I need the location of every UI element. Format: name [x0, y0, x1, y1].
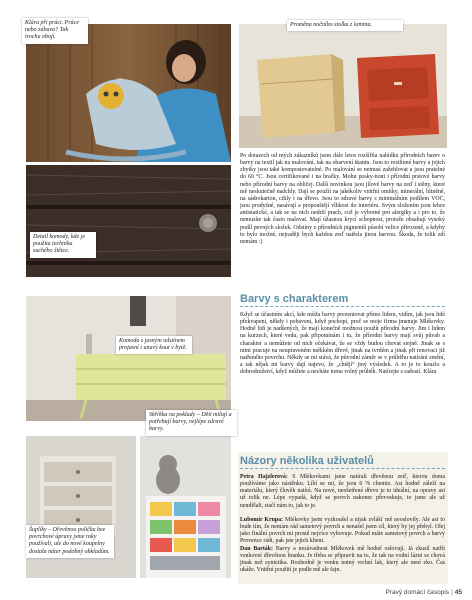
article-intro: Po dotazech od mých zákazníků jsem dále letos rozšířila nabídku přírodních barev o barvy na textil jak na malování, tak na obarvení tkanin. Jsou to rostlinné barvy a jejich zbytky jsou také kompostovatelné. Po malování se nemusí zažehlovat a jsou pratelné do 60 °C. Jsou certifikované i na hračky. Mohu posky-nout i přírodní prstové barvy nebo přírodní barvy na obličej. Další novinkou jsou jílové barvy na zeď i stěny, které mě neskutečně nadchly. Dají se použít na jakékoliv vnitřní omítky, minerální, hliněné, na sádrokarton, cihly i na dřevo. Jsou to zdravé barvy s minimálním podílem VOC, jsou prodyšné, nasávají a propouštějí vlhkost do interiéru. Svým složením jsou lehce antistatické, a tak se na nich nedrží prach, což je výborné pro alergiky a i pro to, že nemusíte tak často malovat. Mají úžasnou krycí schopnost, protože obsahují vysoký podíl pevných složek. Odstíny z přírodních pigmentů působí velice přirozeně, a kdyby to bylo možné, nejraději bych každou zeď natřela jinou barvou. Škoda, že tolik zdí nemám :)	[240, 153, 445, 245]
photo-clara-painting	[26, 24, 231, 162]
photo-nightstand	[239, 24, 447, 148]
photo-dresser-green	[26, 296, 231, 421]
caption-nightstand: Proměna nočního stolku z lamina.	[287, 20, 403, 31]
page-footer	[385, 589, 462, 596]
opinion-dan	[240, 546, 445, 575]
opinion-petra-name: Petra Hajzlerová:	[240, 474, 288, 480]
opinion-dan-text: Barvy a nezávadnost Mlékovek mě hodně oslovují. Já zkusil natřít venkovní dřevěnou branku. Je třeba se připravit na to, že tak na vodní lázni se chová jinak než syntetika. Rozhodně je venku nutný vrchní lak, který ale není eko. Čas ukáže. Vnitřní použití je podle mě ale fajn.	[240, 546, 445, 574]
caption-dresser-green: Komoda s jasným odstínem projasní i unavý kout v bytě.	[116, 336, 192, 354]
opinion-lubomir-text: Mlékovky jsem vyzkoušel a nijak zvlášť mě neoslovily. Ale asi to bude tím, že nemám rád sametový povrch a nenašel jsem cíl, který by jej přebyl. Olej jako finální povrch mi prostě nejvíce vyhovuje. Pokud máte sametový povrch a barvy Provence rádi, pak jste jejich klient.	[240, 517, 445, 545]
caption-dresser-detail: Detail komody, kde je použita technika suchého štětce.	[30, 232, 96, 258]
photo-boxes	[140, 436, 231, 578]
footer-magazine: Pravý domácí časopis	[385, 589, 450, 596]
opinion-lubomir-name: Lubomír Krupa:	[240, 517, 284, 523]
opinion-lubomir	[240, 517, 445, 546]
heading-nazory: Názory několika uživatelů	[240, 455, 445, 469]
heading-barvy-s-charakterem: Barvy s charakterem	[240, 293, 445, 307]
footer-separator: |	[451, 589, 453, 596]
opinion-dan-name: Dan Barták:	[240, 546, 273, 552]
caption-shelf: Šuplíky – Dřevěnou poličku bez povrchové úpravy jsme roky používali, ale do nové koupelny dostala náter podobný obkladům.	[26, 525, 114, 558]
caption-clara: Klára při práci. Práce nebo zábava? Tak trochu obojí.	[22, 18, 88, 44]
page-number: 45	[454, 589, 462, 596]
photo-dresser-detail	[26, 165, 231, 277]
opinion-petra-text: S Mlékovkami jsme natírali dřevěnou zeď, kterou doma používáme jako nástěnku. Líbí se mi, že jsou 0 % chemie. Asi hodně záleží na materiálu, který člověk natírá. Na nové, neošetřené dřevo je to ideální, na opravy asi už tolik ne. Lépe vypadá, když se povrch nakonec převoskuje, to jsme ale už neudělali, stačí nám to, jak to je.	[240, 474, 445, 509]
article-section1: Když se účastním akcí, kde můžu barvy prezentovat přímo lidem, vidím, jak jsou lidé překvapení, někdy i pobavení, když pochopí, proč se moje firma jmenuje Mlékovky. Hodně lidí je nadšených, že mají konečně možnost použít přírodní barvy. Jim i lidem na kurzech, které vedu, pak připomínám i tu, že přírodní barvy mají svůj půvab a charakter a nemůžete od nich očekávat, že se vždy budou chovat stejně. Jinak se s nimi pracuje na neupraveném měkkém dřevě, jinak na tvrdém a jinak při renovaci již natřeného povrchu. Někdy se mi stává, že původní záměr se v průběhu natírání změní, a tak nějak mi barvy dají najevo, že „chtějí“ jiný výsledek. A to je to kouzlo a dobrodružství, když můžete a necháte tomu volný průběh. Natírejte s radostí. Klára	[240, 312, 445, 376]
opinion-petra	[240, 474, 445, 510]
caption-boxes: Skříňka na poklady – Děti milují a potřebují barvy, nejlépe zdravé barvy.	[146, 410, 237, 436]
